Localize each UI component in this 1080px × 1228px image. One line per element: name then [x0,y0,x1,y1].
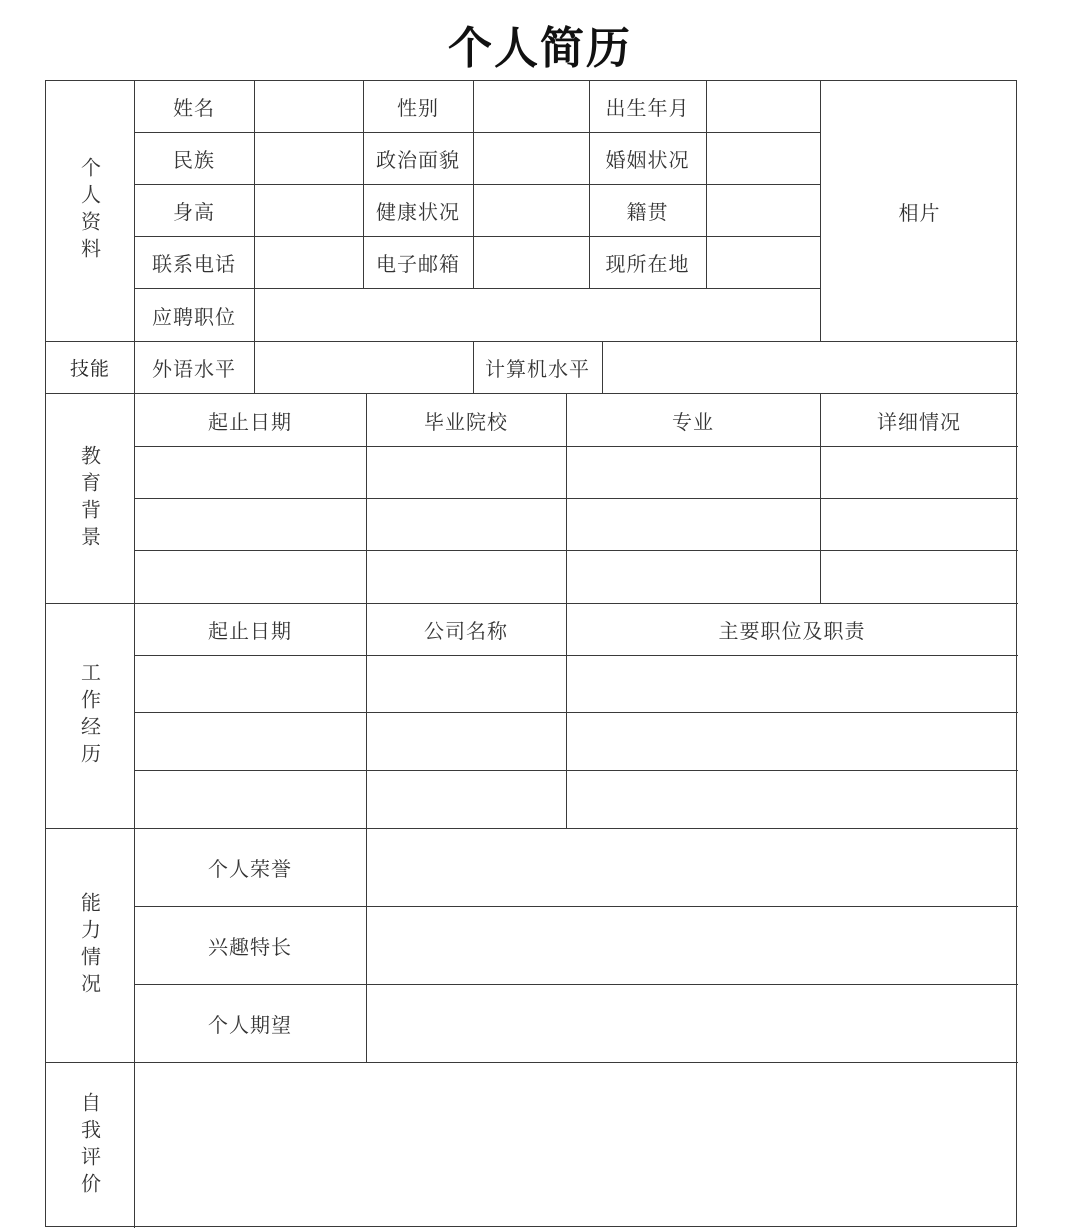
political-field[interactable] [474,133,589,184]
work-header-company: 公司名称 [424,619,508,643]
language-field[interactable] [255,342,473,393]
expectation-field[interactable] [367,985,1018,1062]
phone-label: 联系电话 [152,252,236,276]
position-label: 应聘职位 [152,304,236,329]
computer-label: 计算机水平 [485,357,590,381]
page-title: 个人简历 [448,23,632,74]
self-evaluation-field[interactable] [135,1063,1018,1228]
edu-header-dates: 起止日期 [208,409,292,434]
marital-field[interactable] [707,133,820,184]
language-label: 外语水平 [152,357,236,381]
location-field[interactable] [707,237,820,288]
honors-field[interactable] [367,829,1018,906]
hobbies-field[interactable] [367,907,1018,984]
phone-field[interactable] [255,237,363,288]
expectation-label: 个人期望 [208,1013,292,1037]
name-field[interactable] [255,81,363,132]
name-label: 姓名 [173,96,215,120]
section-work-experience: 工作经历 [77,662,102,770]
health-label: 健康状况 [376,200,460,224]
political-label: 政治面貌 [376,148,460,172]
health-field[interactable] [474,185,589,236]
section-skills: 技能 [69,358,110,380]
section-ability: 能力情况 [77,891,102,1000]
section-education: 教育背景 [77,444,102,553]
native-label: 籍贯 [626,200,669,224]
marital-label: 婚姻状况 [605,148,690,172]
native-field[interactable] [707,185,820,236]
email-label: 电子邮箱 [376,252,460,276]
email-field[interactable] [474,237,589,288]
work-header-duties: 主要职位及职责 [718,619,866,643]
ethnicity-field[interactable] [255,133,363,184]
edu-header-school: 毕业院校 [424,409,508,434]
ethnicity-label: 民族 [173,148,215,172]
height-label: 身高 [173,200,215,224]
height-field[interactable] [255,185,363,236]
photo-area[interactable]: 相片 [898,200,941,225]
work-header-dates: 起止日期 [208,619,292,643]
edu-header-major: 专业 [672,409,714,434]
honors-label: 个人荣誉 [208,857,292,881]
resume-table [45,80,1017,1227]
location-label: 现所在地 [605,252,690,276]
position-field[interactable] [255,289,820,341]
section-self-evaluation: 自我评价 [77,1091,102,1200]
computer-field[interactable] [603,342,1018,393]
gender-label: 性别 [397,96,439,120]
birth-label: 出生年月 [605,96,690,120]
edu-header-details: 详细情况 [877,409,961,434]
gender-field[interactable] [474,81,589,132]
birth-field[interactable] [707,81,820,132]
section-personal-info: 个人资料 [77,157,102,265]
hobbies-label: 兴趣特长 [208,935,292,959]
